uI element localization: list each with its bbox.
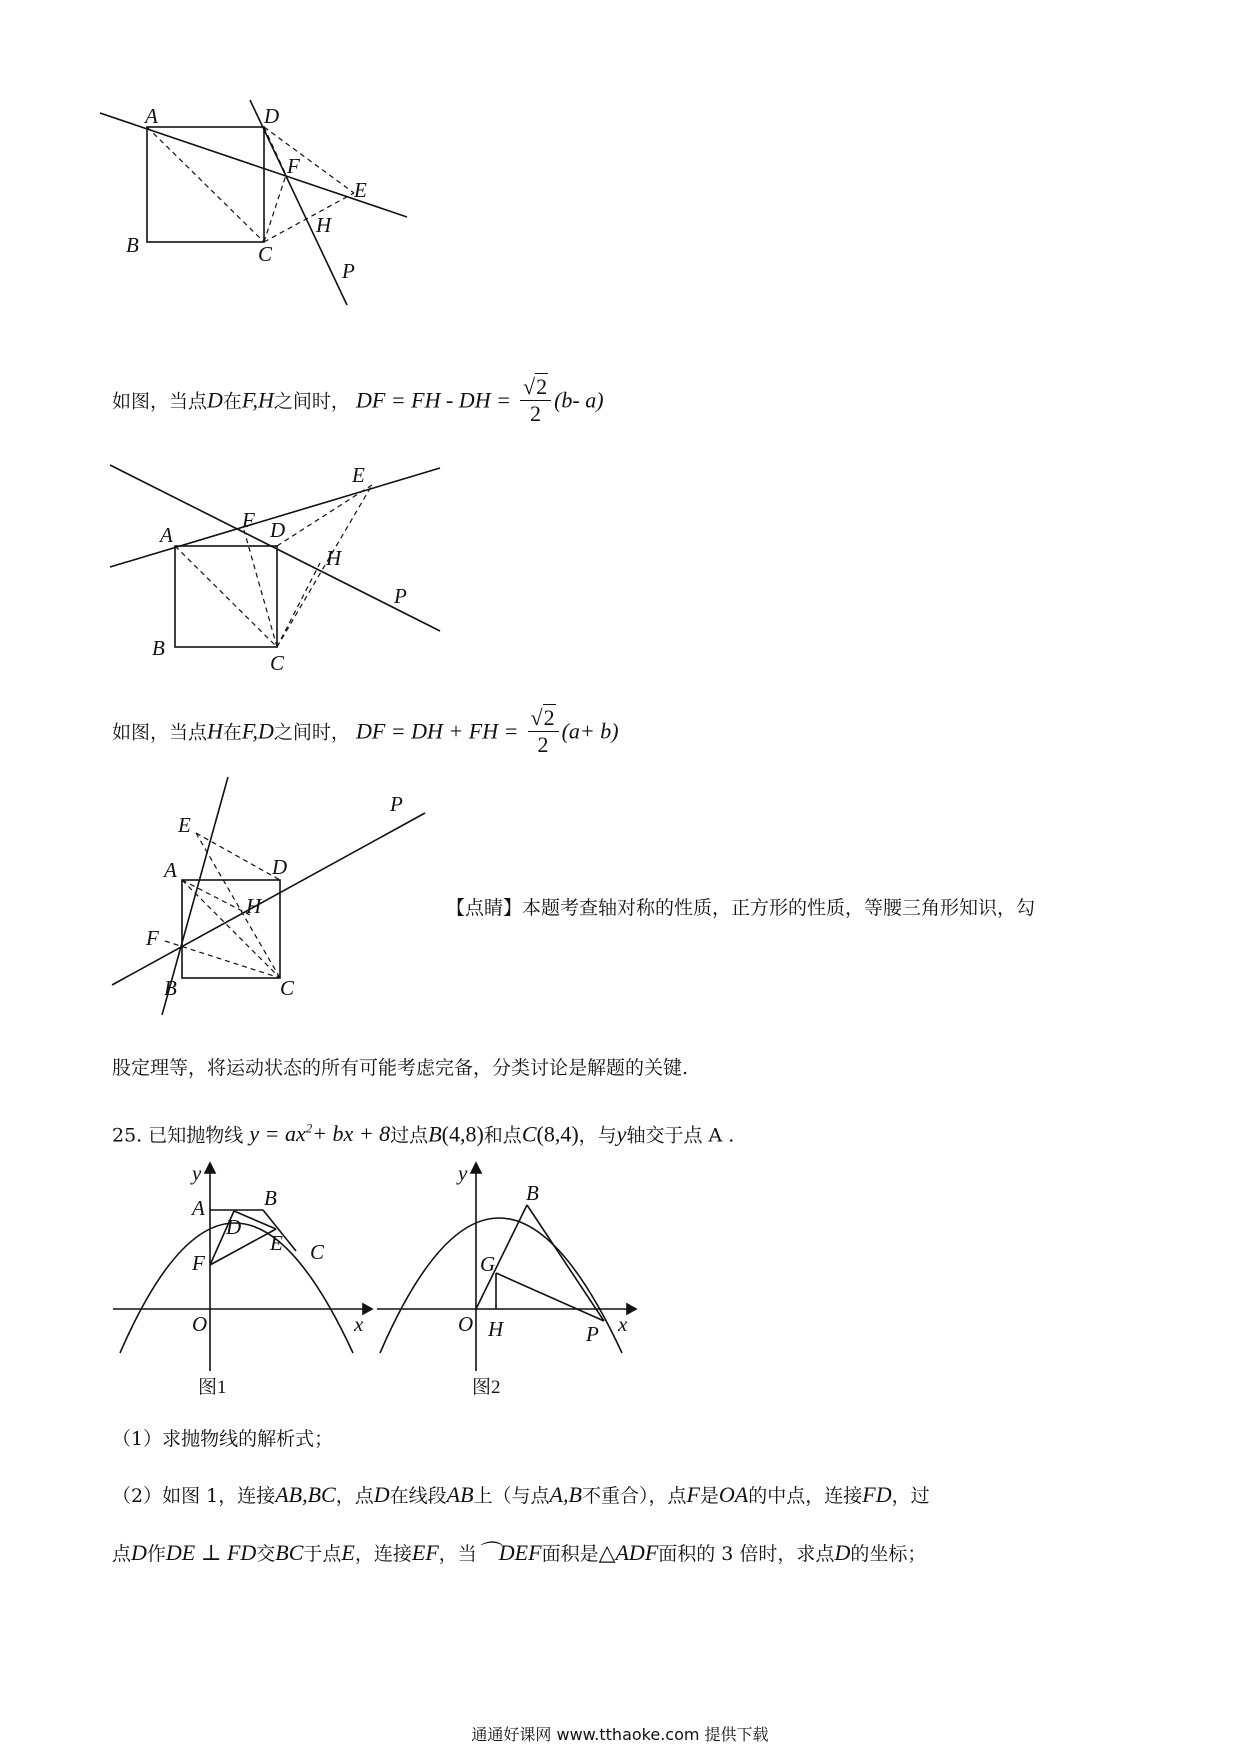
question-number: 25. (112, 1124, 143, 1147)
label-d: D (264, 104, 280, 128)
label-g: G (480, 1252, 496, 1276)
figure-case-3 (100, 775, 440, 1020)
label-f: F (146, 926, 159, 950)
label-o: O (458, 1312, 474, 1336)
label-p: P (586, 1322, 599, 1346)
label-b: B (152, 636, 165, 660)
label-h: H (316, 213, 332, 237)
graph-figure-2 (372, 1163, 642, 1398)
label-c: C (270, 651, 285, 675)
label-c: C (258, 242, 273, 266)
label-p: P (390, 792, 403, 816)
label-h: H (246, 894, 262, 918)
label-f: F (287, 154, 300, 178)
label-c: C (310, 1240, 325, 1264)
comment-line-2: 股定理等，将运动状态的所有可能考虑完备，分类讨论是解题的关键. (112, 1057, 689, 1079)
label-f: F (242, 508, 255, 532)
case-2-text: 如图，当点H在F,D之间时， DF = DH + FH = $\frac{√2}{2}$ (a+ b) (112, 705, 619, 757)
question-25: 25. 已知抛物线 $y = ax^2+$ bx + 8过点B(4,8)和点C(8,4)，与y轴交于点 A . (112, 1121, 735, 1147)
line-fp (110, 465, 440, 631)
label-a: A (160, 523, 173, 547)
comment-line-1: 【点睛】本题考查轴对称的性质，正方形的性质，等腰三角形知识，勾 (446, 897, 1036, 919)
label-e: E (354, 178, 367, 202)
label-p: P (394, 584, 407, 608)
label-y: y (192, 1161, 202, 1185)
label-h: H (326, 546, 342, 570)
part-2-line-2: 点D作DE ⊥ FD交BC于点E，连接EF，当⌒DEF面积是△ADF面积的 3 倍时，求点D的坐标； (112, 1540, 927, 1565)
label-d: D (272, 855, 288, 879)
label-b: B (264, 1186, 277, 1210)
label-y: y (458, 1161, 468, 1185)
label-e: E (270, 1231, 283, 1255)
caption-figure-2: 图2 (472, 1377, 501, 1398)
caption-figure-1: 图1 (198, 1377, 227, 1398)
footer-source: 通通好课网 www.tthaoke.com 提供下载 (471, 1725, 769, 1744)
label-c: C (280, 976, 295, 1000)
label-e: E (178, 813, 191, 837)
label-p: P (342, 259, 355, 283)
label-d: D (226, 1215, 242, 1239)
figure-case-1 (100, 95, 420, 310)
label-x: x (618, 1312, 628, 1336)
label-b: B (126, 233, 139, 257)
label-x: x (354, 1312, 364, 1336)
label-b: B (526, 1181, 539, 1205)
label-a: A (192, 1196, 205, 1220)
figure-case-2 (100, 455, 440, 675)
label-o: O (192, 1312, 208, 1336)
label-a: A (164, 858, 177, 882)
label-f: F (192, 1251, 205, 1275)
graph-figure-1 (108, 1163, 378, 1398)
part-1: （1）求抛物线的解析式； (112, 1428, 334, 1450)
label-a: A (145, 104, 158, 128)
case-1-text: 如图，当点D在F,H之间时， DF = FH - DH = $\frac{√2}{2}$ (b- a) (112, 374, 604, 426)
label-d: D (270, 518, 286, 542)
label-h: H (488, 1317, 504, 1341)
label-b: B (164, 976, 177, 1000)
label-e: E (352, 463, 365, 487)
part-2-line-1: （2）如图 1，连接AB,BC，点D在线段AB上（与点A,B不重合），点F是OA的中点，连接FD，过 (112, 1482, 930, 1507)
